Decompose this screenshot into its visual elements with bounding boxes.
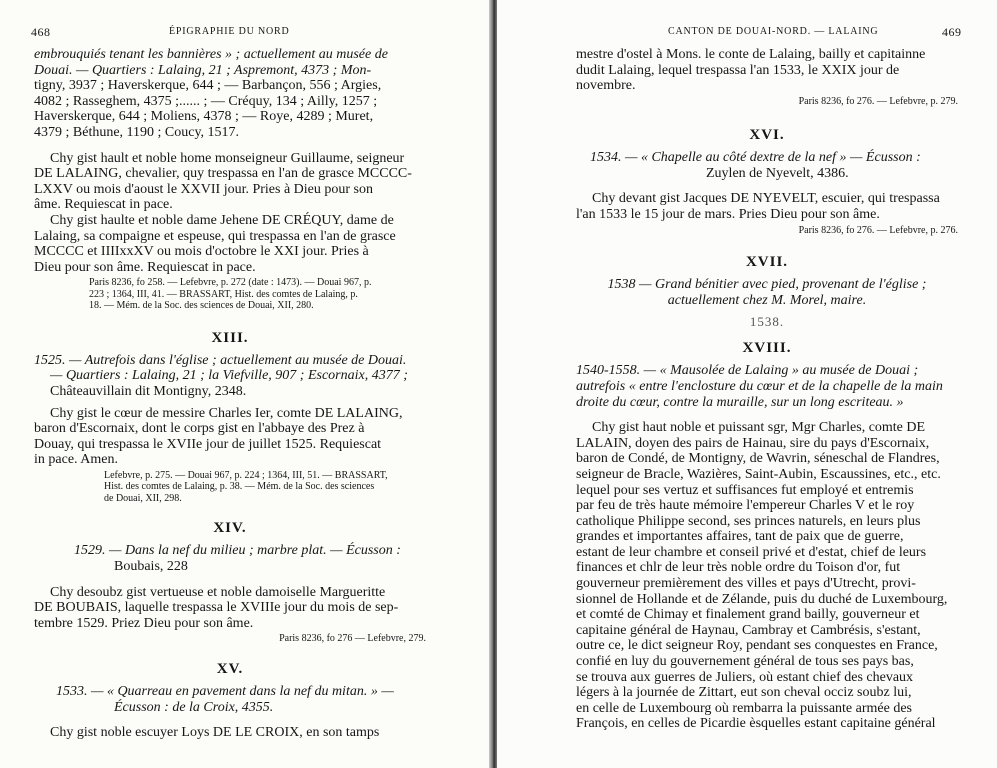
inscription-date: 1538. <box>749 314 785 330</box>
left-page-content <box>31 25 426 741</box>
running-title-left: ÉPIGRAPHIE DU NORD <box>169 26 290 37</box>
entry-line: 1538 — Grand bénitier avec pied, provenant de l'église ; <box>607 277 927 293</box>
epitaph-charles <box>34 406 426 468</box>
entry-line: 1540-1558. — « Mausolée de Lalaing » au musée de Douai ; <box>576 363 919 379</box>
reference-line: Paris 8236, fo 276. — Lefebvre, p. 279. <box>798 95 958 107</box>
section-number-xiii: XIII. <box>211 329 249 346</box>
section-number-xviii: XVIII. <box>742 340 792 357</box>
text-line: Haverskerque, 644 ; Moliens, 4378 ; — Roye, 4289 ; Muret, <box>34 109 374 125</box>
text-line: dudit Lalaing, lequel trespassa l'an 1533, le XXIX jour de <box>576 62 900 78</box>
text-line: François, en celles de Picardie èsquelles estant capitaine général <box>576 716 936 732</box>
page-number-left: 468 <box>31 25 51 39</box>
text-line: seigneur de Bracle, Wazières, Saint-Aubin, Escaussines, etc., etc. <box>576 466 941 482</box>
continuation-block <box>576 47 958 94</box>
text-line: DE BOUBAIS, laquelle trespassa le XVIIIe jour du mois de sep- <box>34 600 399 616</box>
entry-xvii <box>576 277 958 308</box>
text-line: tembre 1529. Priez Dieu pour son âme. <box>34 615 254 631</box>
reference-block <box>34 277 426 312</box>
text-line: Chy gist le cœur de messire Charles Ier, comte DE LALAING, <box>50 405 403 421</box>
text-line: Chy gist haut noble et puissant sgr, Mgr Charles, comte DE <box>592 420 926 436</box>
entry-line: — Quartiers : Lalaing, 21 ; la Viefville, 907 ; Escornaix, 4377 ; <box>50 368 408 384</box>
text-line: lequel pour ses vertuz et suffisances fut employé et entremis <box>576 482 914 498</box>
text-line: et comté de Chimay et finalement grand bailly, gouverneur et <box>576 607 920 623</box>
entry-line: 1534. — « Chapelle au côté dextre de la nef » — Écusson : <box>590 150 921 166</box>
text-line: légers à la journée de Zittart, eut son cheval occiz soubz lui, <box>576 685 912 701</box>
text-line: DE LALAING, chevalier, quy trespassa en l'an de grasce MCCCC- <box>34 166 412 182</box>
entry-line: Châteauvillain dit Montigny, 2348. <box>50 384 247 399</box>
entry-line: Boubais, 228 <box>114 559 188 575</box>
entry-line: autrefois « entre l'enclosture du cœur et de la chapelle de la main <box>576 378 943 394</box>
text-line: Chy gist hault et noble home monseigneur Guillaume, seigneur <box>50 150 405 166</box>
section-number-xvi: XVI. <box>749 127 785 144</box>
text-line: MCCCC et IIIIxxXV ou mois d'octobre le XXI jour. Pries à <box>34 244 369 260</box>
section-number-xiv: XIV. <box>213 520 247 537</box>
text-line: 4082 ; Rasseghem, 4375 ;...... ; — Créquy, 134 ; Ailly, 1257 ; <box>34 93 378 109</box>
entry-xviii <box>576 363 958 410</box>
text-line: baron d'Escornaix, dont le corps gist en l'abbaye des Prez à <box>34 421 365 437</box>
entry-line: Écusson : de la Croix, 4355. <box>114 699 274 715</box>
text-line: en celle de Luxembourg où rembarra la puissante armée des <box>576 700 912 716</box>
right-page-content <box>576 25 962 732</box>
text-line: confié en luy du gouvernement général de tous ses pays bas, <box>576 654 914 670</box>
text-line: catholique Philippe second, ses princes naturels, en leurs plus <box>576 513 921 529</box>
epitaph-jacques <box>576 191 958 222</box>
text-line: 4379 ; Béthune, 1190 ; Coucy, 1517. <box>34 124 240 140</box>
text-line: Chy devant gist Jacques DE NYEVELT, escuier, qui trespassa <box>592 191 940 207</box>
entry-line: 1525. — Autrefois dans l'église ; actuellement au musée de Douai. <box>34 352 407 368</box>
epitaph-jehene <box>34 213 426 275</box>
section-number-xv: XV. <box>216 660 244 677</box>
text-line: in pace. Amen. <box>34 452 118 468</box>
text-line: capitaine général de Haynau, Cambray et Cambrésis, s'estant, <box>576 622 921 638</box>
text-line: LALAIN, doyen des pairs de Hainau, sire du pays d'Escornaix, <box>576 435 930 451</box>
entry-xv <box>34 684 426 715</box>
entry-line: actuellement chez M. Morel, maire. <box>667 292 867 308</box>
epitaph-charles-lalain <box>576 420 958 732</box>
text-line: sionnel de Hollande et de Zélande, puis du duché de Luxembourg, <box>576 591 948 607</box>
text-line: Chy gist haulte et noble dame Jehene DE CRÉQUY, dame de <box>50 212 394 228</box>
text-line: baron de Condé, de Montigny, de Wavrin, séneschal de Flandres, <box>576 451 940 467</box>
ref-line: 223 ; 1364, III, 41. — BRASSART, Hist. des comtes de Lalaing, p. <box>89 288 358 300</box>
ref-line: Hist. des comtes de Lalaing, p. 38. — Mém. de la Soc. des sciences <box>104 481 375 493</box>
entry-xiii <box>34 353 426 400</box>
text-line: l'an 1533 le 15 jour de mars. Pries Dieu pour son âme. <box>576 207 880 223</box>
reference-block <box>34 470 426 505</box>
epitaph-margueritte <box>34 585 426 632</box>
right-page <box>497 0 997 768</box>
text-line: Chy desoubz gist vertueuse et noble damoiselle Margueritte <box>50 584 386 600</box>
page-number-right: 469 <box>942 25 962 39</box>
text-line: mestre d'ostel à Mons. le conte de Lalaing, bailly et capitainne <box>576 47 926 62</box>
text-line: finances et chlr de leur très noble ordre du Toison d'or, fut <box>576 560 901 576</box>
ref-line: Lefebvre, p. 275. — Douai 967, p. 224 ; 1364, III, 51. — BRASSART, <box>104 469 388 481</box>
text-line: par feu de très haute mémoire l'empereur Charles V et le roy <box>576 498 915 514</box>
text-line: se trouva aux guerres de Juliers, où estant chief des chevaux <box>576 669 914 685</box>
text-line: âme. Requiescat in pace. <box>34 197 173 213</box>
text-line: grandes et importantes affaires, tant de paix que de guerre, <box>576 529 904 545</box>
text-line: Dieu pour son âme. Requiescat in pace. <box>34 259 256 275</box>
ref-line: Paris 8236, fo 258. — Lefebvre, p. 272 (date : 1473). — Douai 967, p. <box>89 277 372 289</box>
section-number-xvii: XVII. <box>745 254 789 271</box>
entry-xvi <box>576 150 958 181</box>
running-title-right: CANTON DE DOUAI-NORD. — LALAING <box>668 26 879 37</box>
text-line: gouverneur premièrement des villes et pays d'Utrecht, provi- <box>576 576 916 592</box>
text-line: estant de leur chambre et conseil privé et d'estat, chief de leurs <box>576 544 927 560</box>
text-line: Chy gist noble escuyer Loys DE LE CROIX, en son tamps <box>50 725 380 741</box>
text-line: Douay, qui trespassa le XVIIe jour de juillet 1525. Requiescat <box>34 436 382 452</box>
epitaph-guillaume <box>34 151 426 213</box>
entry-line: droite du cœur, contre la muraille, sur un long escriteau. » <box>576 394 904 410</box>
ref-line: 18. — Mém. de la Soc. des sciences de Douai, XII, 280. <box>89 300 314 312</box>
reference-line: Paris 8236, fo 276. — Lefebvre, p. 276. <box>798 224 958 236</box>
text-line: embrouquiés tenant les bannières » ; actuellement au musée de <box>34 47 388 62</box>
text-line: outre ce, le dict seigneur Roy, pendant ses conquestes en France, <box>576 638 938 654</box>
entry-line: 1529. — Dans la nef du milieu ; marbre plat. — Écusson : <box>74 543 401 559</box>
text-line: Douai. — Quartiers : Lalaing, 21 ; Aspremont, 4373 ; Mon- <box>34 62 372 78</box>
reference-line: Paris 8236, fo 276 — Lefebvre, 279. <box>279 633 426 645</box>
entry-line: Zuylen de Nyevelt, 4386. <box>706 165 849 181</box>
text-line: novembre. <box>576 78 636 94</box>
text-line: Lalaing, sa compaigne et espeuse, qui trespassa en l'an de grasce <box>34 228 396 244</box>
entry-line: 1533. — « Quarreau en pavement dans la nef du mitan. » — <box>56 683 394 699</box>
right-running-head <box>576 25 962 47</box>
text-line: LXXV ou mois d'aoust le XXVII jour. Pries à Dieu pour son <box>34 181 374 197</box>
continuation-block <box>34 47 426 141</box>
left-running-head <box>31 25 426 47</box>
left-page <box>0 0 490 768</box>
entry-xiv <box>34 543 426 574</box>
epitaph-loys <box>34 725 426 741</box>
ref-line: de Douai, XII, 298. <box>104 492 182 504</box>
text-line: tigny, 3937 ; Haverskerque, 644 ; — Barbançon, 556 ; Argies, <box>34 78 382 94</box>
